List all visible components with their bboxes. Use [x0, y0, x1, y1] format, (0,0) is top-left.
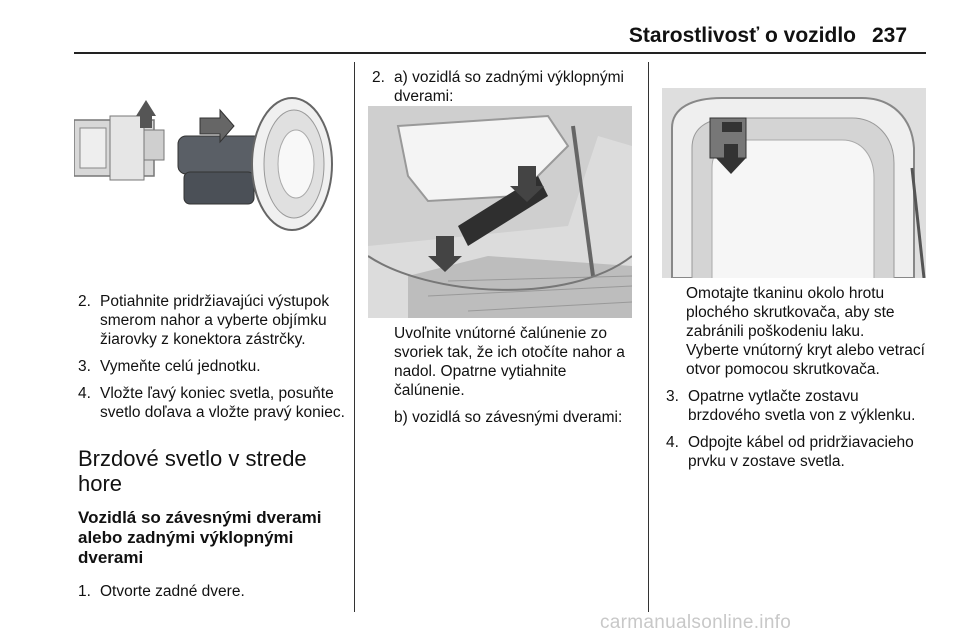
- middle-column: [394, 324, 640, 435]
- step-number: 3.: [666, 388, 679, 405]
- right-step-4: [666, 433, 928, 471]
- step-number: 4.: [666, 434, 679, 451]
- step-text: Otvorte zadné dvere.: [100, 583, 245, 600]
- watermark: carmanualsonline.info: [600, 612, 792, 633]
- illustration-tailgate-trim: [368, 106, 632, 318]
- left-step-3: [78, 357, 348, 376]
- step-text: Opatrne vytlačte zostavu brzdového svetla von z výklenku.: [688, 388, 916, 424]
- right-para-1: Omotajte tkaninu okolo hrotu plochého skrutkovača, aby ste zabránili poškodeniu laku.: [686, 285, 895, 340]
- right-column: [666, 284, 928, 479]
- step-text: Odpojte kábel od pridržiavacieho prvku v zostave svetla.: [688, 434, 914, 470]
- header-title: Starostlivosť o vozidlo: [628, 24, 856, 47]
- illustration-hinged-door: [662, 88, 926, 278]
- right-para-2: Vyberte vnútorný kryt alebo vetrací otvor pomocou skrutkovača.: [686, 342, 925, 378]
- step-text: Vložte ľavý koniec svetla, posuňte svetlo doľava a vložte pravý koniec.: [100, 385, 345, 421]
- left-step-1: [78, 582, 348, 601]
- header-rule: [74, 52, 926, 54]
- column-divider-right: [648, 62, 649, 612]
- middle-para-2: b) vozidlá so závesnými dverami:: [394, 409, 623, 426]
- step-number: 2.: [372, 69, 385, 86]
- middle-step: [372, 68, 640, 106]
- left-step-4: [78, 384, 348, 422]
- subheading: Vozidlá so závesnými dverami alebo zadnými výklopnými dverami: [78, 508, 322, 567]
- middle-para-1: Uvoľnite vnútorné čalúnenie zo svoriek tak, že ich otočíte nahor a nadol. Opatrne vytiahnite čalúnenie.: [394, 325, 625, 399]
- step-text: Vymeňte celú jednotku.: [100, 358, 261, 375]
- right-step-3: [666, 387, 928, 425]
- column-divider-left: [354, 62, 355, 612]
- step-number: 3.: [78, 358, 91, 375]
- step-text: Potiahnite pridržiavajúci výstupok smerom nahor a vyberte objímku žiarovky z konektora zástrčky.: [100, 293, 330, 348]
- left-column: [78, 292, 348, 609]
- section-heading: Brzdové svetlo v strede hore: [78, 446, 307, 496]
- illustration-bulb-holder: [74, 92, 334, 262]
- left-step-2: [78, 292, 348, 349]
- page-number: 237: [872, 24, 908, 47]
- step-number: 1.: [78, 583, 91, 600]
- step-number: 4.: [78, 385, 91, 402]
- step-text: a) vozidlá so zadnými výklopnými dverami:: [394, 69, 625, 105]
- step-number: 2.: [78, 293, 91, 310]
